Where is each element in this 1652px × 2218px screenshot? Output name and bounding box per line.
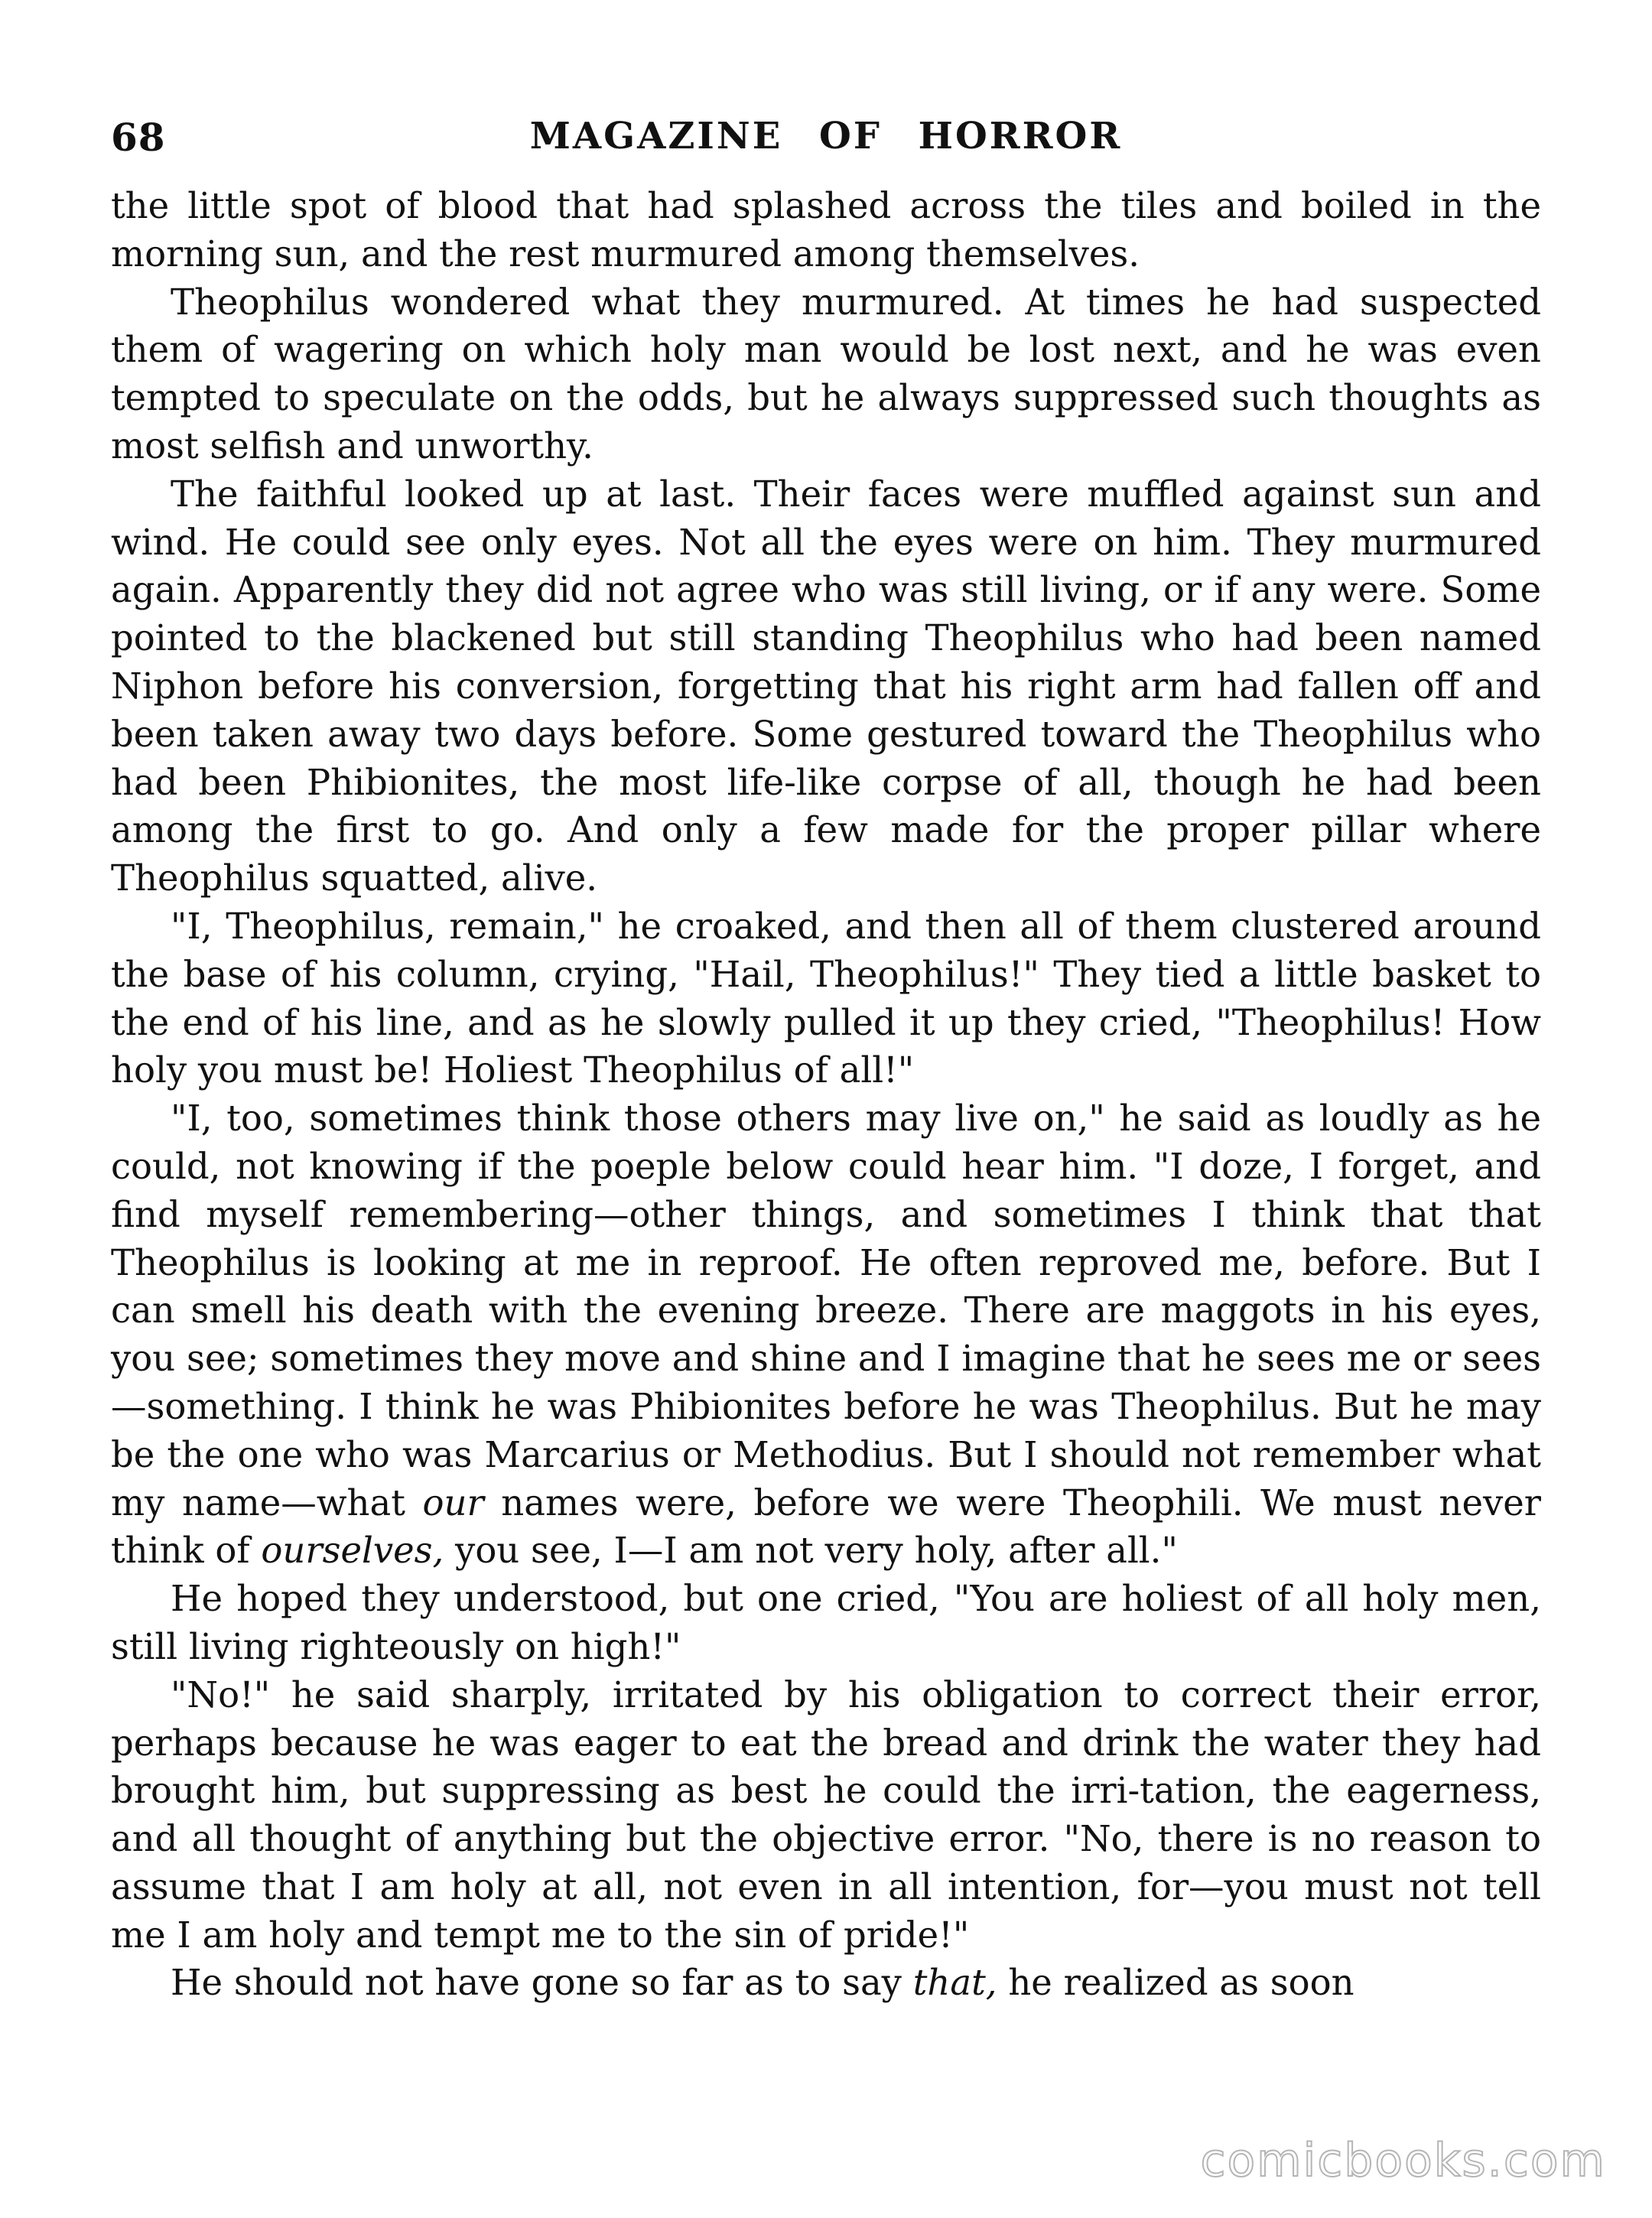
paragraph <box>111 470 1541 902</box>
paragraph <box>111 1671 1541 1959</box>
paragraph <box>111 1959 1541 2007</box>
paragraph <box>111 278 1541 470</box>
italic-text: our <box>422 1481 484 1524</box>
text-run: Theophilus wondered what they murmured. At times he had suspected them of wagering on which holy man would be lost next, and he was even tempted to speculate on the odds, but he always suppressed such thoughts as most selfish and unworthy. <box>111 281 1541 467</box>
text-run: The faithful looked up at last. Their faces were muffled against sun and wind. He could see only eyes. Not all the eyes were on him. They murmured again. Apparently they did not agree who was still living, or if any were. Some pointed to the blackened but still standing Theophilus who had been named Niphon before his conversion, forgetting that his right arm had fallen off and been taken away two days before. Some gestured toward the Theophilus who had been Phibionites, the most life-like corpse of all, though he had been among the first to go. And only a few made for the proper pillar where Theophilus squatted, alive. <box>111 473 1541 899</box>
text-run: you see, I—I am not very holy, after all." <box>444 1530 1178 1572</box>
text-run: "I, Theophilus, remain," he croaked, and then all of them clustered around the base of his column, crying, "Hail, Theophilus!" They tied a little basket to the end of his line, and as he slowly pulled it up they cried, "Theophilus! How holy you must be! Holiest Theophilus of all!" <box>111 905 1541 1091</box>
text-run: "No!" he said sharply, irritated by his obligation to correct their error, perhaps because he was eager to eat the bread and drink the water they had brought him, but suppressing as best he could the irri-tation, the eagerness, and all thought of anything but the objective error. "No, there is no reason to assume that I am holy at all, not even in all intention, for—you must not tell me I am holy and tempt me to the sin of pride!" <box>111 1673 1541 1956</box>
paragraph <box>111 902 1541 1094</box>
paragraph <box>111 1575 1541 1671</box>
text-run: he realized as soon <box>997 1962 1354 2004</box>
italic-text: ourselves, <box>261 1530 444 1572</box>
text-run: "I, too, sometimes think those others may live on," he said as loudly as he could, not knowing if the poeple below could hear him. "I doze, I forget, and find myself remembering—other things, and sometimes I think that that Theophilus is looking at me in reproof. He often reproved me, before. But I can smell his death with the evening breeze. There are maggots in his eyes, you see; sometimes they move and shine and I imagine that he sees me or sees—something. I think he was Phibionites before he was Theophilus. But he may be the one who was Marcarius or Methodius. But I should not remember what my name—what <box>111 1098 1541 1524</box>
italic-text: that, <box>912 1962 997 2004</box>
text-run: names were, before we were Theophili. We must never think of <box>111 1481 1541 1572</box>
site-watermark: comicbooks.com <box>1200 2134 1606 2187</box>
paragraph <box>111 1094 1541 1575</box>
page-number: 68 <box>111 115 166 160</box>
text-run: He hoped they understood, but one cried, "You are holiest of all holy men, still living righteously on high!" <box>111 1578 1541 1667</box>
magazine-title: MAGAZINE OF HORROR <box>529 115 1123 158</box>
story-body-text <box>111 182 1541 2007</box>
paragraph <box>111 182 1541 278</box>
running-header <box>111 115 1541 168</box>
text-run: the little spot of blood that had splashed across the tiles and boiled in the morning sun, and the rest murmured among themselves. <box>111 185 1541 275</box>
text-run: He should not have gone so far as to say <box>171 1962 913 2004</box>
